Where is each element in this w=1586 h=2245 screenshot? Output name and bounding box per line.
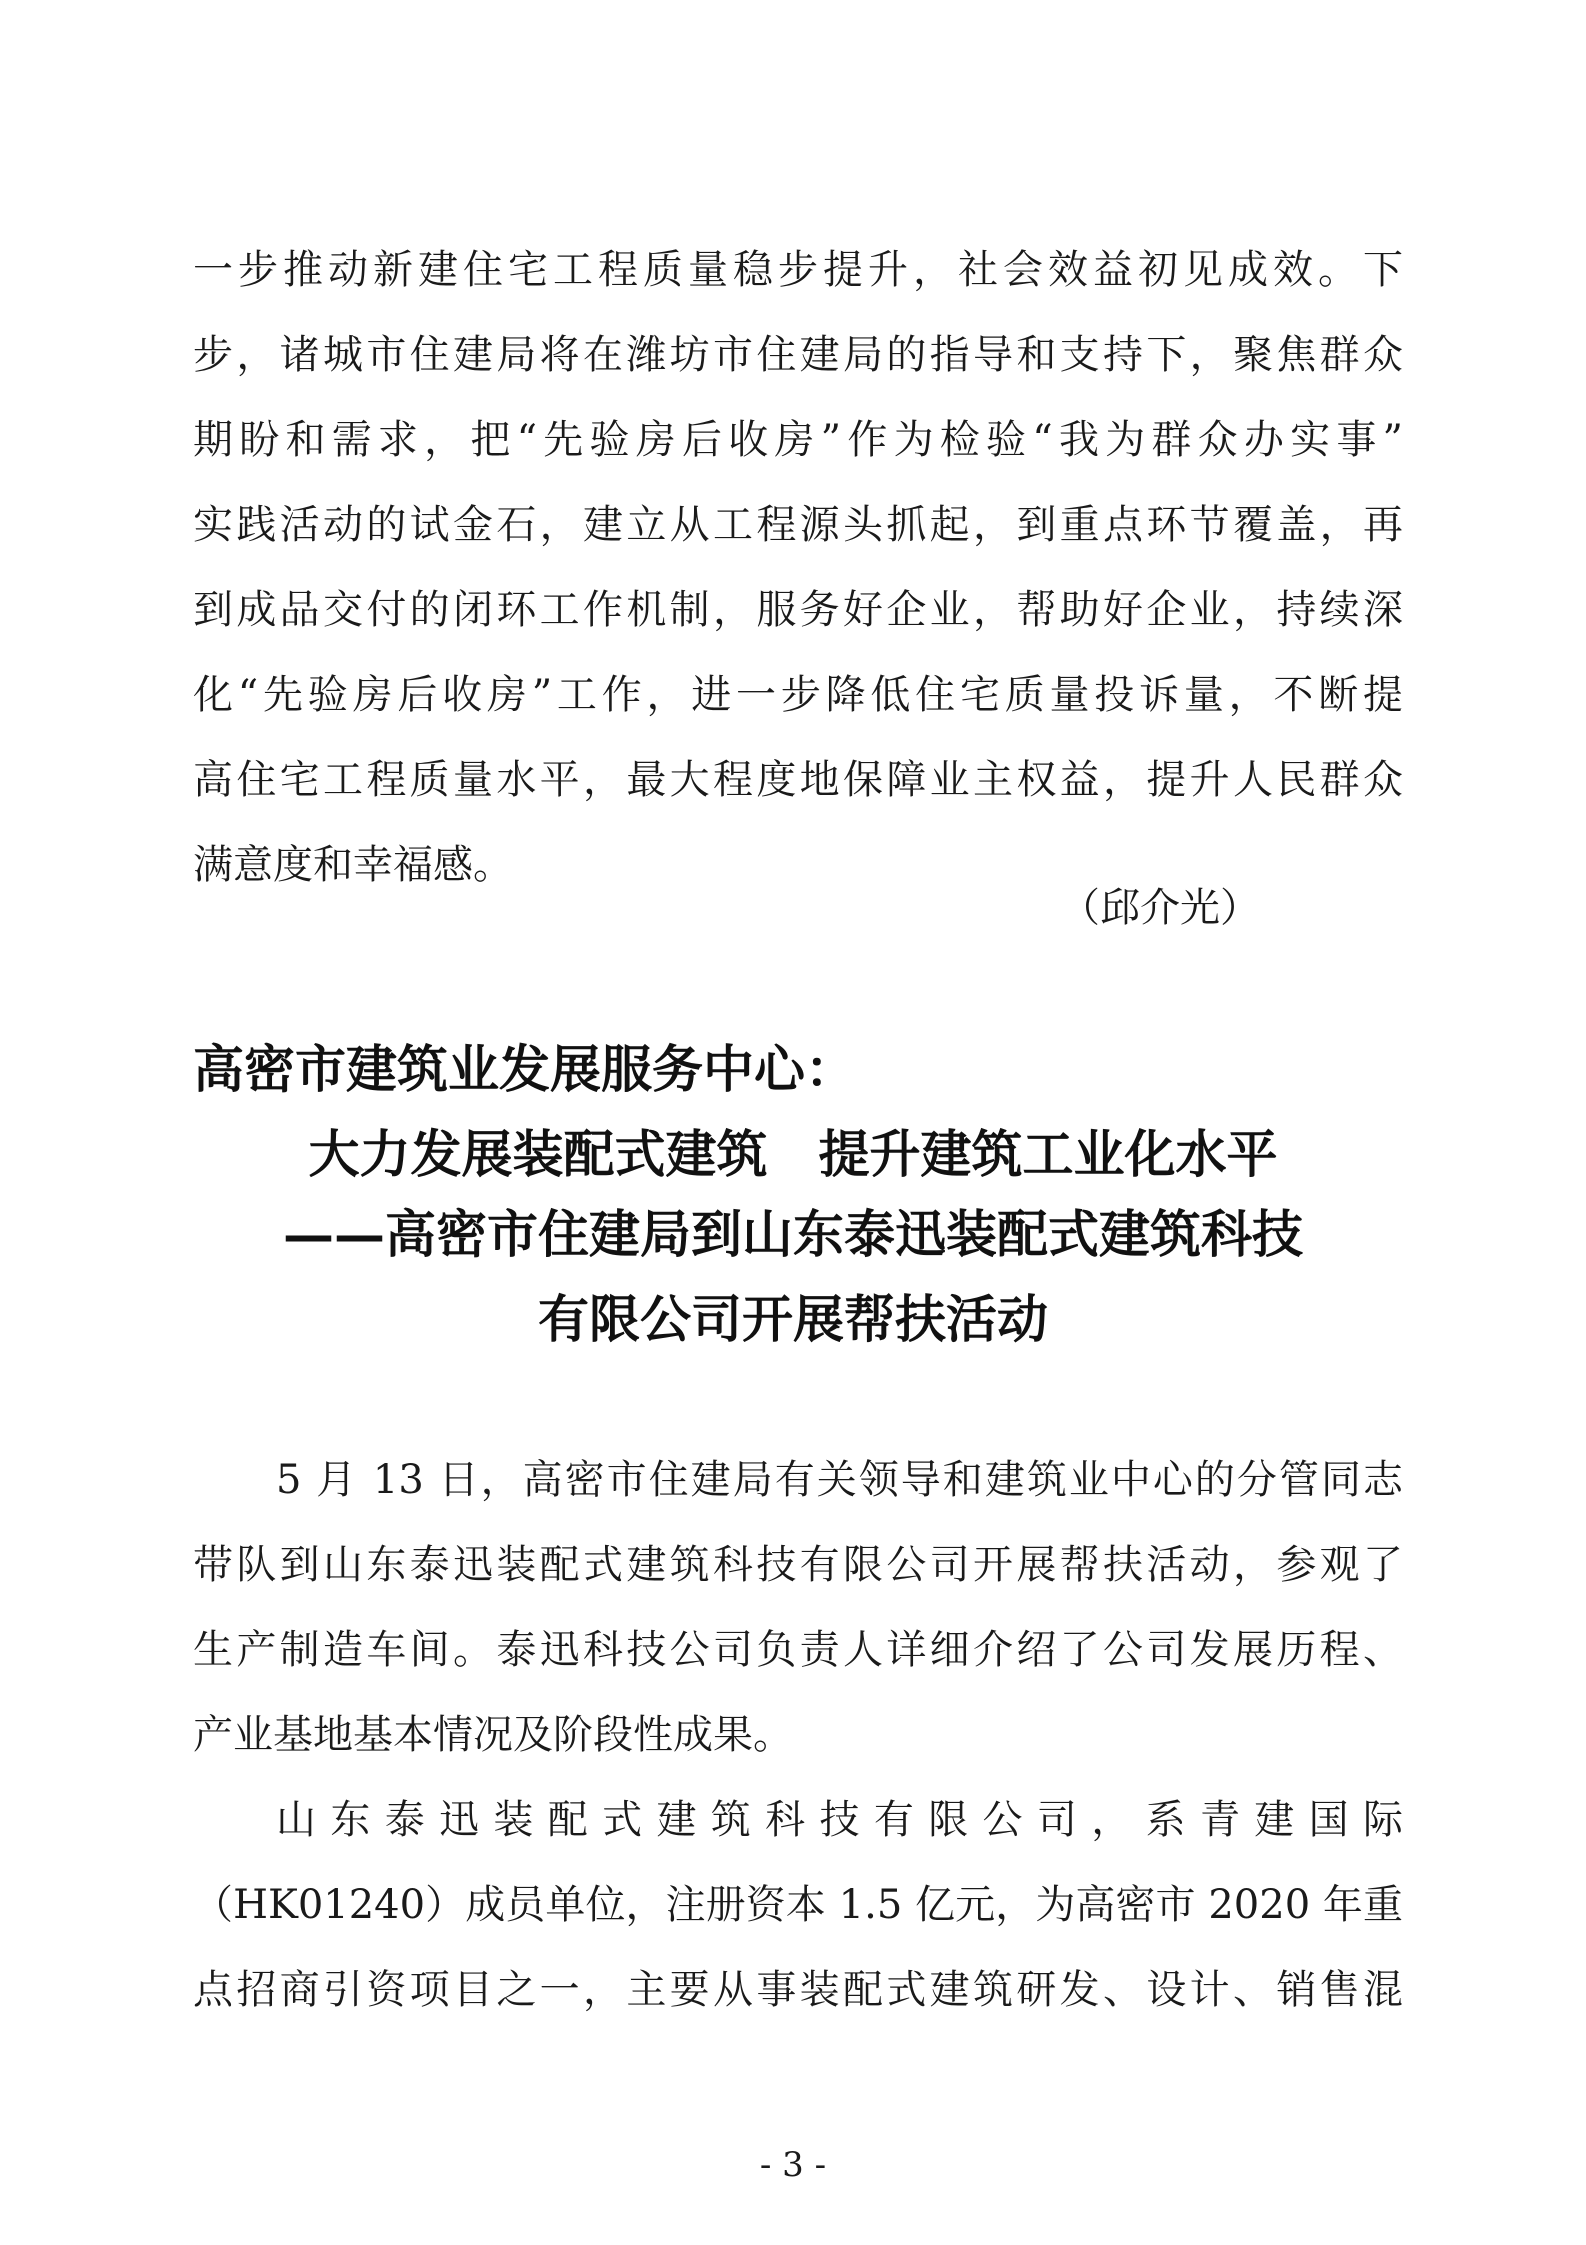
text-line: 生产制造车间。泰迅科技公司负责人详细介绍了公司发展历程、 <box>193 1627 1403 1673</box>
text-line: 山东泰迅装配式建筑科技有限公司，系青建国际 <box>276 1797 1403 1843</box>
text-line: 5 月 13 日，高密市住建局有关领导和建筑业中心的分管同志 <box>276 1457 1403 1503</box>
author-signature: （邱介光） <box>1060 885 1260 931</box>
title-line: 有限公司开展帮扶活动 <box>537 1290 1048 1350</box>
text-line: 化“先验房后收房”工作，进一步降低住宅质量投诉量，不断提 <box>193 672 1403 718</box>
title-line: 高密市建筑业发展服务中心： <box>193 1040 857 1100</box>
text-line: （HK01240）成员单位，注册资本 1.5 亿元，为高密市 2020 年重 <box>193 1882 1403 1928</box>
text-line: 一步推动新建住宅工程质量稳步提升，社会效益初见成效。下 <box>193 247 1403 293</box>
text-line: 带队到山东泰迅装配式建筑科技有限公司开展帮扶活动，参观了 <box>193 1542 1403 1588</box>
page-number: - 3 - <box>759 2145 827 2185</box>
title-line: 大力发展装配式建筑 提升建筑工业化水平 <box>308 1125 1278 1185</box>
text-line: 实践活动的试金石，建立从工程源头抓起，到重点环节覆盖，再 <box>193 502 1403 548</box>
text-line: 产业基地基本情况及阶段性成果。 <box>193 1712 793 1758</box>
text-line: 满意度和幸福感。 <box>193 842 513 888</box>
text-line: 到成品交付的闭环工作机制，服务好企业，帮助好企业，持续深 <box>193 587 1403 633</box>
text-line: 点招商引资项目之一，主要从事装配式建筑研发、设计、销售混 <box>193 1967 1403 2013</box>
text-line: 高住宅工程质量水平，最大程度地保障业主权益，提升人民群众 <box>193 757 1403 803</box>
text-line: 步，诸城市住建局将在潍坊市住建局的指导和支持下，聚焦群众 <box>193 332 1403 378</box>
text-line: 期盼和需求，把“先验房后收房”作为检验“我为群众办实事” <box>193 417 1403 463</box>
title-line: ——高密市住建局到山东泰迅装配式建筑科技 <box>282 1205 1303 1265</box>
